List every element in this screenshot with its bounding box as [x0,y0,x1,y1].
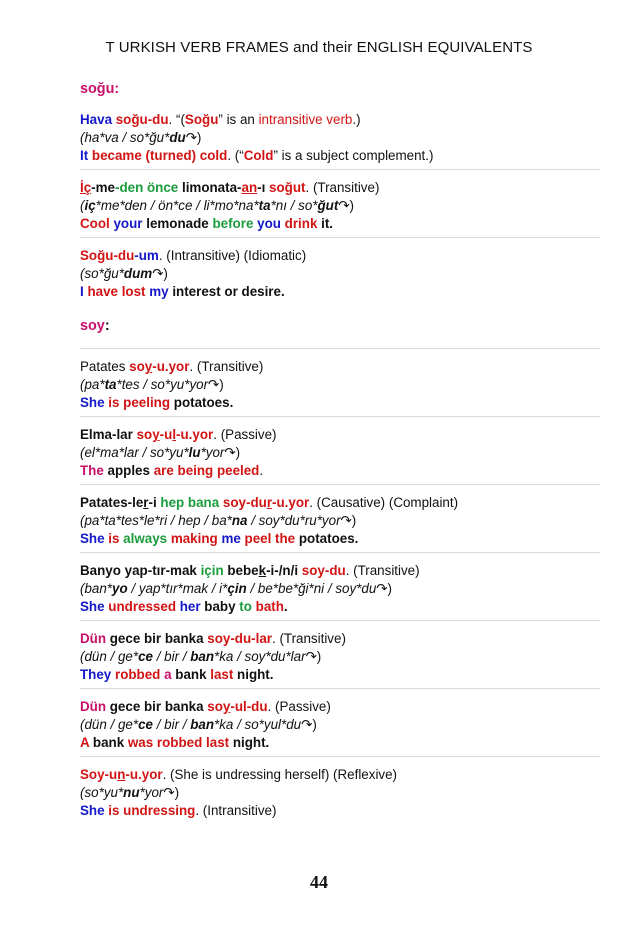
text-segment: . (Causative) (Complaint) [309,495,459,510]
text-segment: is peeling [108,395,174,410]
text-segment: *ka / soy*du*lar [214,649,306,664]
text-line [80,215,600,233]
text-segment: . (“ [227,148,244,163]
text-segment: ↷) [305,649,322,664]
text-segment: She [80,599,109,614]
example-separator [80,301,600,317]
text-segment: have lost [87,284,150,299]
text-segment: are being peeled [153,463,260,478]
text-segment: bank [175,667,211,682]
text-line [80,512,600,530]
text-segment: A [80,735,93,750]
text-segment: (so*yu* [80,785,124,800]
text-segment: *nı / so* [270,198,318,213]
text-line [80,376,600,394]
text-segment: -u.yor [176,427,214,442]
text-segment: (el*ma*lar / so*yu* [80,445,189,460]
text-segment: It [80,148,92,163]
text-segment: (dün / ge* [80,649,139,664]
text-segment: a [164,667,176,682]
text-segment: so [129,359,145,374]
separator-line [80,416,600,417]
text-segment: / bir / [152,649,191,664]
text-segment: (so*ğu* [80,266,124,281]
text-segment: .) [352,112,361,127]
text-segment: potatoes. [173,395,234,410]
text-segment: soy [80,318,105,334]
text-segment: : [104,318,110,334]
text-segment: She [80,395,109,410]
text-segment: ban [190,717,215,732]
text-segment: banka [164,631,208,646]
text-line [80,698,600,716]
text-line [80,494,600,512]
text-segment: before [212,216,258,231]
text-segment: Hava [80,112,116,127]
example-separator [80,756,600,766]
text-segment: night. [232,735,270,750]
text-segment: Soy-u [80,767,118,782]
text-segment: so [207,699,223,714]
separator-line [80,620,600,621]
separator-line [80,169,600,170]
entry-heading [80,80,600,99]
text-line [80,283,600,301]
text-segment: drink [284,216,322,231]
text-segment: I [80,284,88,299]
text-line [80,394,600,412]
text-segment: -u.yor [125,767,163,782]
example-separator [80,237,600,247]
text-segment: you [257,216,285,231]
text-segment: du [169,130,186,145]
text-segment: -ul-du [230,699,268,714]
text-segment: potatoes. [298,531,359,546]
text-line [80,530,600,548]
text-line [80,716,600,734]
text-segment: . (Transitive) [272,631,346,646]
text-segment: The [80,463,108,478]
text-segment: -u [159,427,173,442]
text-segment: / be*be*ği*ni / soy*du [246,581,377,596]
text-segment: -den önce [115,180,182,195]
text-segment: çin [227,581,247,596]
text-segment: is undressing [108,803,196,818]
text-segment: . (Intransitive) (Idiomatic) [158,248,307,263]
text-segment: l [172,427,177,442]
text-segment: na [231,513,248,528]
text-segment: interest or desire. [172,284,285,299]
text-segment: baby [204,599,240,614]
text-segment: ce [138,649,153,664]
text-segment: (dün / ge* [80,717,139,732]
text-segment: (ha*va / so*ğu* [80,130,170,145]
text-segment: . “( [168,112,185,127]
text-segment: Cold [243,148,274,163]
page-number: 44 [310,872,328,892]
text-segment: . (Transitive) [305,180,380,195]
text-line [80,247,600,265]
text-segment: robbed [114,667,165,682]
text-segment: night. [237,667,274,682]
text-segment: Soğu [184,112,219,127]
text-segment: ↷) [163,785,180,800]
text-segment: -me [91,180,115,195]
text-segment: Dün [80,631,110,646]
text-segment: bir [144,699,165,714]
text-segment: iç [84,198,96,213]
separator-line [80,237,600,238]
example-separator [80,688,600,698]
text-segment: Soğu-du [80,248,135,263]
text-segment: intransitive verb [258,112,353,127]
text-segment: bebe [227,563,259,578]
running-header: T URKISH VERB FRAMES and their ENGLISH EQUIVALENTS [105,39,533,56]
text-segment: . (Transitive) [189,359,264,374]
text-segment: ↷) [152,266,168,281]
text-segment: . (Transitive) [345,563,420,578]
text-line [80,784,600,802]
text-segment: (pa* [80,377,105,392]
separator-line [80,688,600,689]
text-segment: an [241,180,258,195]
text-segment: -i [148,495,161,510]
text-segment: ” is a subject complement.) [273,148,434,163]
text-segment: is [108,531,124,546]
text-segment: y [152,427,160,442]
text-segment: / soy*du*ru*yor [247,513,341,528]
separator-line [80,552,600,553]
text-segment: r [266,495,273,510]
text-segment: k [258,563,267,578]
text-segment: became (turned) cold [91,148,228,163]
text-segment: Elma-lar [80,427,137,442]
text-segment: ↷) [376,581,392,596]
text-segment: ta [258,198,271,213]
text-line [80,358,600,376]
text-segment: ce [138,717,153,732]
text-segment: so [136,427,153,442]
text-segment: Patates [80,359,130,374]
text-segment: your [113,216,147,231]
text-segment: to [239,599,256,614]
text-segment: yap-tır-mak [124,563,201,578]
text-line [80,666,600,684]
text-segment: soğu: [80,81,120,97]
example-separator [80,416,600,426]
text-line [80,265,600,283]
example-separator [80,620,600,630]
text-segment: . (Passive) [267,699,331,714]
text-segment: soy-du [301,563,346,578]
text-segment: undressed [108,599,180,614]
text-segment: was robbed [127,735,207,750]
text-segment: bath [255,599,284,614]
text-segment: making [170,531,222,546]
text-line [80,802,600,820]
text-line [80,766,600,784]
text-segment: ta [104,377,117,392]
text-segment: nu [123,785,140,800]
text-segment: ” is an [218,112,259,127]
text-segment: - [237,180,242,195]
text-segment: me [221,531,245,546]
text-line [80,580,600,598]
example-separator [80,552,600,562]
text-segment: bank [92,735,128,750]
text-segment: apples [107,463,154,478]
text-segment: . (She is undressing herself) (Reflexive) [162,767,398,782]
text-line [80,444,600,462]
text-line [80,197,600,215]
text-segment: ( [80,198,85,213]
text-segment: ↷) [208,377,224,392]
text-segment: They [80,667,115,682]
text-segment: ↷) [338,198,354,213]
text-segment: soğut [269,180,306,195]
text-segment: soy-du-lar [207,631,272,646]
text-segment: limonata [181,180,238,195]
text-segment: She [80,531,109,546]
text-segment: -ı [257,180,270,195]
text-segment: / bir / [152,717,191,732]
text-segment: She [80,803,109,818]
separator-line [80,756,600,757]
text-segment: ban [190,649,215,664]
text-line [80,111,600,129]
text-segment: -i-/n/i [266,563,302,578]
text-segment: *me*den / ön*ce / li*mo*na* [95,198,259,213]
text-segment: . (Passive) [213,427,277,442]
text-line [80,630,600,648]
text-segment: (pa*ta*tes*le*ri / hep / ba* [80,513,232,528]
text-segment: . [259,463,264,478]
text-line [80,562,600,580]
text-segment: -um [134,248,159,263]
text-segment: Cool [80,216,114,231]
text-line [80,462,600,480]
text-segment: (ban* [80,581,113,596]
text-segment: lu [188,445,201,460]
text-segment: always [123,531,171,546]
text-segment: . (Intransitive) [195,803,277,818]
text-segment: banka [164,699,208,714]
text-segment: peel the [244,531,299,546]
text-segment: *tes / so*yu*yor [116,377,209,392]
text-segment: gece [109,699,144,714]
text-segment: my [149,284,173,299]
text-segment: yo [112,581,128,596]
text-line [80,734,600,752]
text-segment: ↷) [301,717,317,732]
entry-heading [80,317,600,336]
separator-line [80,484,600,485]
separator-line [80,348,600,349]
text-line [80,129,600,147]
text-line [80,147,600,165]
text-segment: gece [109,631,144,646]
text-segment: İç [80,180,92,195]
text-segment: ↷) [224,445,241,460]
text-segment: -u.yor [152,359,190,374]
page-body [80,80,600,820]
text-line [80,179,600,197]
text-segment: Banyo [80,563,125,578]
example-separator [80,169,600,179]
text-line [80,426,600,444]
text-segment: soğu-du [115,112,169,127]
text-segment: / yap*tır*mak / i* [127,581,228,596]
text-segment: r [143,495,149,510]
text-segment: ğut [317,198,339,213]
text-segment: lemonade [146,216,213,231]
text-line [80,598,600,616]
text-segment: dum [123,266,153,281]
text-segment: n [117,767,126,782]
text-segment: Dün [80,699,110,714]
text-segment: her [179,599,205,614]
text-segment: . [283,599,288,614]
text-segment: bir [144,631,165,646]
example-separator [80,348,600,358]
text-segment: y [144,359,153,374]
text-segment: Patates-le [80,495,144,510]
text-segment: last [206,735,233,750]
text-segment: last [210,667,238,682]
text-segment: *yor [200,445,225,460]
text-segment: ↷) [185,130,202,145]
text-segment: *ka / so*yul*du [214,717,302,732]
example-separator [80,484,600,494]
text-segment: soy-du [222,495,267,510]
text-segment: it. [321,216,334,231]
text-segment: için [200,563,228,578]
text-segment: ↷) [340,513,357,528]
text-segment: *yor [139,785,164,800]
text-line [80,648,600,666]
text-segment: -u.yor [272,495,310,510]
text-segment: hep bana [160,495,223,510]
text-segment: y [222,699,231,714]
